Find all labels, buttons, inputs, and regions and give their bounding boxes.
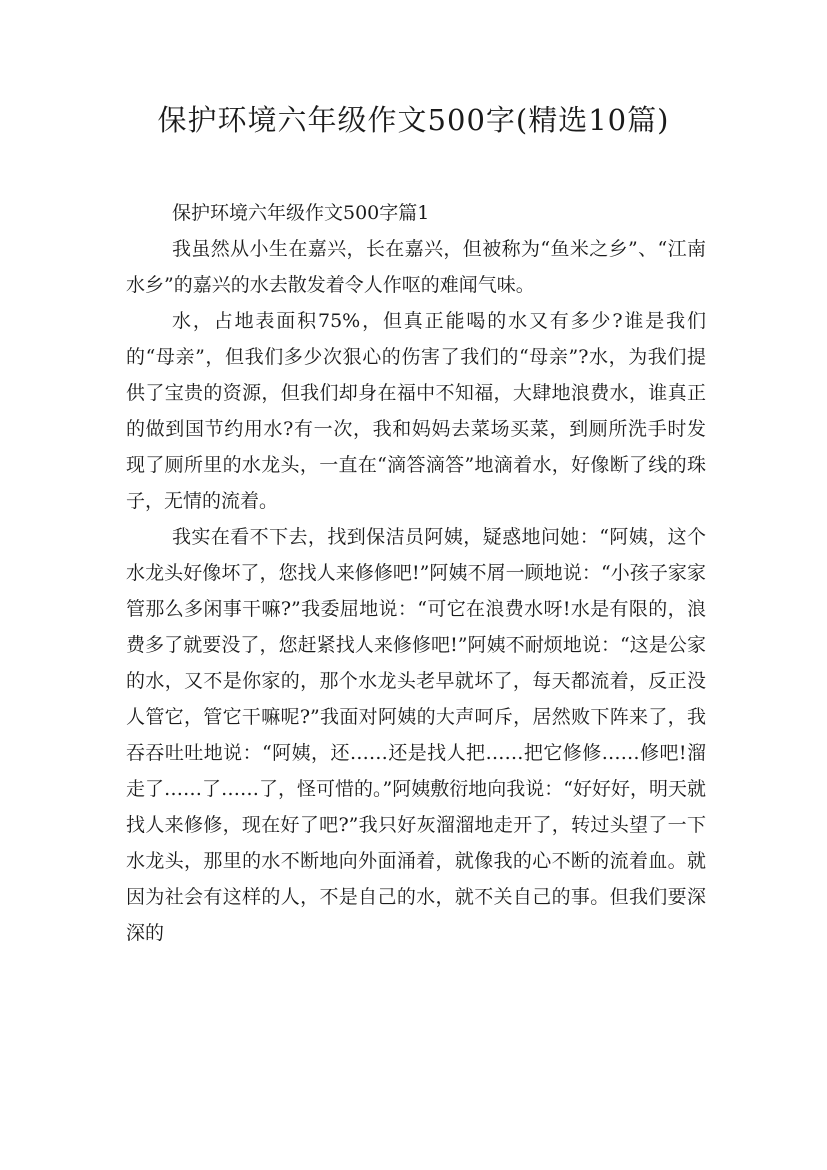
document-body	[126, 195, 706, 951]
paragraph-2: 水，占地表面积75%，但真正能喝的水又有多少?谁是我们的“母亲”，但我们多少次狠心的伤害了我们的“母亲”?水，为我们提供了宝贵的资源，但我们却身在福中不知福，大肆地浪费水，谁真正的做到国节约用水?有一次，我和妈妈去菜场买菜，到厕所洗手时发现了厕所里的水龙头，一直在“滴答滴答”地滴着水，好像断了线的珠子，无情的流着。	[126, 310, 706, 512]
paragraph-1: 我虽然从小生在嘉兴，长在嘉兴，但被称为“鱼米之乡”、“江南水乡”的嘉兴的水去散发着令人作呕的难闻气味。	[126, 238, 706, 296]
document-title: 保护环境六年级作文500字(精选10篇)	[157, 103, 670, 137]
paragraph-3: 我实在看不下去，找到保洁员阿姨，疑惑地问她：“阿姨，这个水龙头好像坏了，您找人来修修吧!”阿姨不屑一顾地说：“小孩子家家管那么多闲事干嘛?”我委屈地说：“可它在浪费水呀!水是有限的，浪费多了就要没了，您赶紧找人来修修吧!”阿姨不耐烦地说：“这是公家的水，又不是你家的，那个水龙头老早就坏了，每天都流着，反正没人管它，管它干嘛呢?”我面对阿姨的大声呵斥，居然败下阵来了，我吞吞吐吐地说：“阿姨，还……还是找人把……把它修修……修吧!溜走了……了……了，怪可惜的。”阿姨敷衍地向我说：“好好好，明天就找人来修修，现在好了吧?”我只好灰溜溜地走开了，转过头望了一下水龙头，那里的水不断地向外面涌着，就像我的心不断的流着血。就因为社会有这样的人，不是自己的水，就不关自己的事。但我们要深深的	[126, 526, 706, 944]
section-heading: 保护环境六年级作文500字篇1	[172, 202, 430, 224]
